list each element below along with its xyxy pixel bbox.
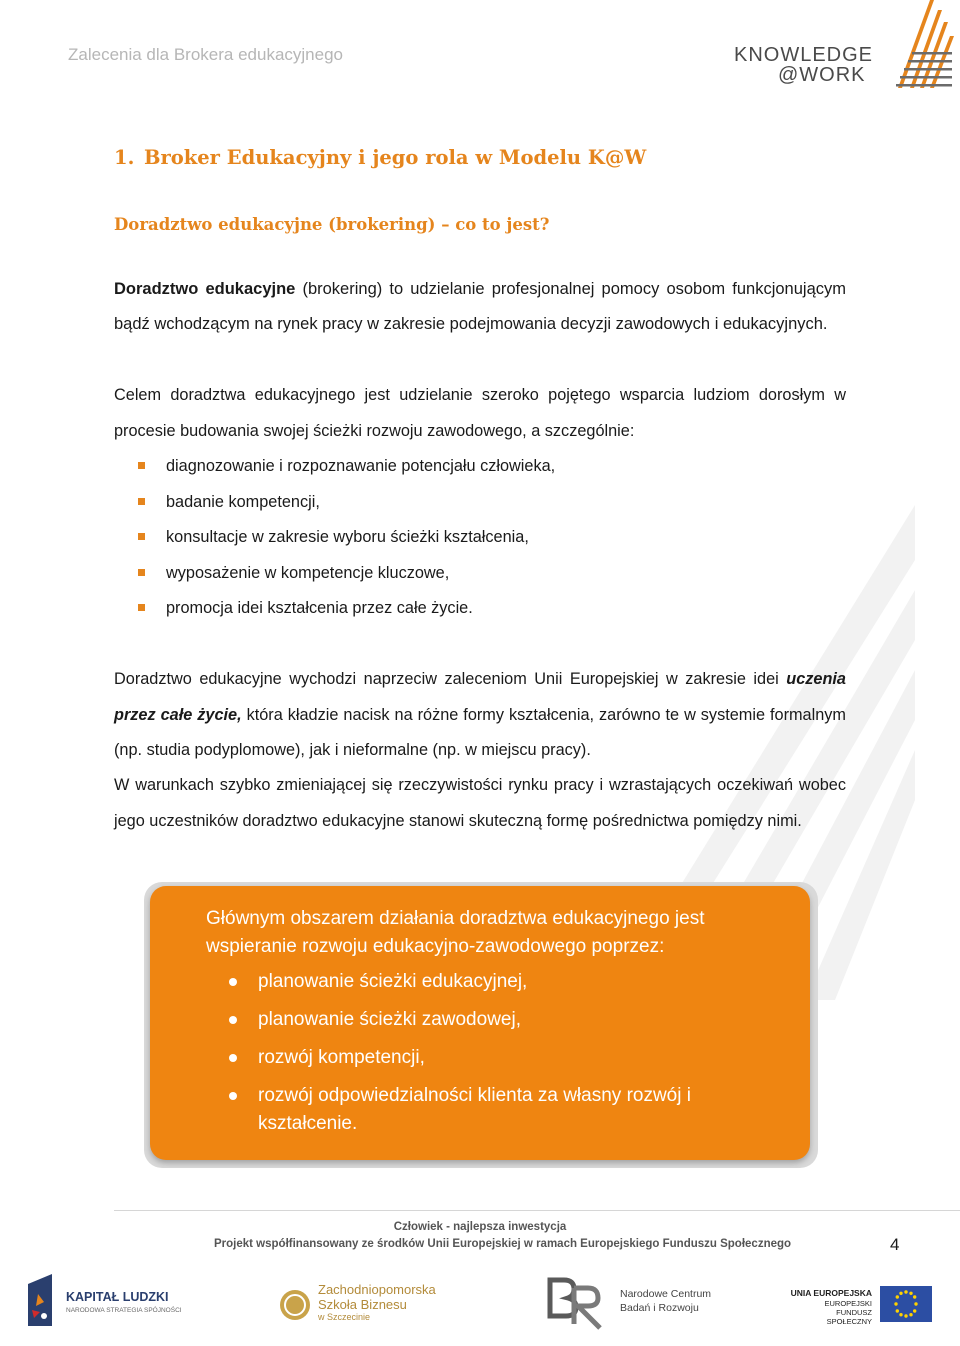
logo-text-at-work: @WORK	[778, 64, 866, 86]
eu-paragraph	[114, 662, 846, 769]
intro-bold-lead: Doradztwo edukacyjne	[114, 280, 296, 298]
goal-paragraph: Celem doradztwa edukacyjnego jest udzielanie szeroko pojętego wsparcia ludziom dorosłym w procesie budowania swojej ścieżki rozwoju zawodowego, a szczególnie:	[114, 386, 846, 440]
eu-text-line2: EUROPEJSKI	[824, 1299, 872, 1308]
document-title: Zalecenia dla Brokera edukacyjnego	[68, 45, 344, 64]
zsb-text-line3: w Szczecinie	[318, 1312, 371, 1322]
footer-cofinance-note: Projekt współfinansowany ze środków Unii Europejskiej w ramach Europejskiego Funduszu Społecznego	[214, 1238, 792, 1250]
footer-divider	[114, 1210, 960, 1211]
kapital-ludzki-emblem-icon	[24, 1272, 58, 1328]
list-item-text: planowanie ścieżki zawodowej,	[258, 1009, 521, 1030]
ncbr-br-emblem-icon	[544, 1272, 616, 1332]
callout-list	[258, 968, 778, 1148]
section-heading	[114, 146, 646, 169]
page-number: 4	[890, 1235, 900, 1254]
eu-flag-icon	[880, 1286, 932, 1322]
section-title: Broker Edukacyjny i jego rola w Modelu K@W	[144, 146, 647, 169]
section-number: 1.	[114, 146, 135, 169]
list-item	[138, 449, 555, 485]
ncbr-text-line1: Narodowe Centrum	[620, 1288, 712, 1300]
list-item	[258, 1082, 778, 1138]
square-bullet-icon	[138, 604, 145, 611]
eu-text-before: Doradztwo edukacyjne wychodzi naprzeciw zaleceniom Unii Europejskiej w zakresie idei	[114, 670, 787, 688]
list-item	[138, 556, 555, 592]
eu-efs-logo	[790, 1280, 940, 1330]
list-item	[258, 1044, 778, 1072]
intro-paragraph	[114, 272, 846, 343]
list-item-text: planowanie ścieżki edukacyjnej,	[258, 971, 528, 992]
footer-slogan: Człowiek - najlepsza inwestycja	[393, 1221, 567, 1233]
list-item-text: konsultacje w zakresie wyboru ścieżki kształcenia,	[166, 528, 529, 546]
ncbr-logo	[544, 1272, 714, 1332]
eu-text-line4: SPOŁECZNY	[826, 1317, 872, 1326]
eu-text-after: która kładzie nacisk na różne formy kształcenia, zarówno te w systemie formalnym (np. studia podyplomowe), jak i nieformalne (np. w miejscu pracy).	[114, 705, 846, 759]
square-bullet-icon	[138, 498, 145, 505]
logo-text-knowledge: KNOWLEDGE	[734, 44, 874, 66]
section-subtitle: Doradztwo edukacyjne (brokering) – co to jest?	[114, 215, 550, 234]
zsb-text-line1: Zachodniopomorska	[318, 1282, 436, 1297]
round-bullet-icon	[229, 1054, 237, 1062]
round-bullet-icon	[229, 1092, 237, 1100]
logo-stripes-icon	[878, 0, 958, 90]
list-item-text: wyposażenie w kompetencje kluczowe,	[166, 563, 450, 582]
eu-text-emphasis: uczenia przez całe życie,	[114, 670, 846, 724]
eu-text-line3: FUNDUSZ	[836, 1308, 872, 1317]
list-item-text: rozwój kompetencji,	[258, 1047, 425, 1068]
zsb-text-line2: Szkoła Biznesu	[318, 1297, 407, 1312]
list-item	[138, 591, 555, 627]
kapital-ludzki-logo	[24, 1272, 194, 1330]
callout-box	[150, 886, 810, 1160]
market-paragraph: W warunkach szybko zmieniającej się rzeczywistości rynku pracy i wzrastających oczekiwań wobec jego uczestników doradztwo edukacyjne stanowi skuteczną formę pośrednictwa pomiędzy nimi.	[114, 776, 846, 830]
round-bullet-icon	[229, 978, 237, 986]
list-item	[138, 520, 555, 556]
list-item-text: badanie kompetencji,	[166, 492, 320, 511]
list-item-text: promocja idei kształcenia przez całe życie.	[166, 599, 473, 617]
knowledge-at-work-logo	[728, 0, 960, 90]
callout-title: Głównym obszarem działania doradztwa edukacyjnego jest wspieranie rozwoju edukacyjno-zawodowego poprzez:	[206, 908, 705, 957]
square-bullet-icon	[138, 533, 145, 540]
list-item	[138, 485, 555, 521]
zsb-logo	[278, 1280, 458, 1332]
list-item-text: rozwój odpowiedzialności klienta za własny rozwój i kształcenie.	[258, 1085, 691, 1134]
ncbr-text-line2: Badań i Rozwoju	[620, 1302, 699, 1314]
kapital-ludzki-text: KAPITAŁ LUDZKI	[66, 1290, 169, 1304]
zsb-seal-icon	[278, 1288, 312, 1322]
list-item	[258, 1006, 778, 1034]
list-item-text: diagnozowanie i rozpoznawanie potencjału człowieka,	[166, 457, 556, 475]
list-item	[258, 968, 778, 996]
round-bullet-icon	[229, 1016, 237, 1024]
intro-text: (brokering) to udzielanie profesjonalnej pomocy osobom funkcjonującym bądź wchodzącym na rynek pracy w zakresie podejmowania decyzji zawodowych i edukacyjnych.	[114, 280, 846, 334]
kapital-ludzki-subtext: NARODOWA STRATEGIA SPÓJNOŚCI	[66, 1307, 182, 1314]
page-header	[0, 0, 960, 100]
goal-list	[138, 449, 555, 627]
square-bullet-icon	[138, 569, 145, 576]
square-bullet-icon	[138, 462, 145, 469]
eu-text-line1: UNIA EUROPEJSKA	[790, 1288, 872, 1298]
